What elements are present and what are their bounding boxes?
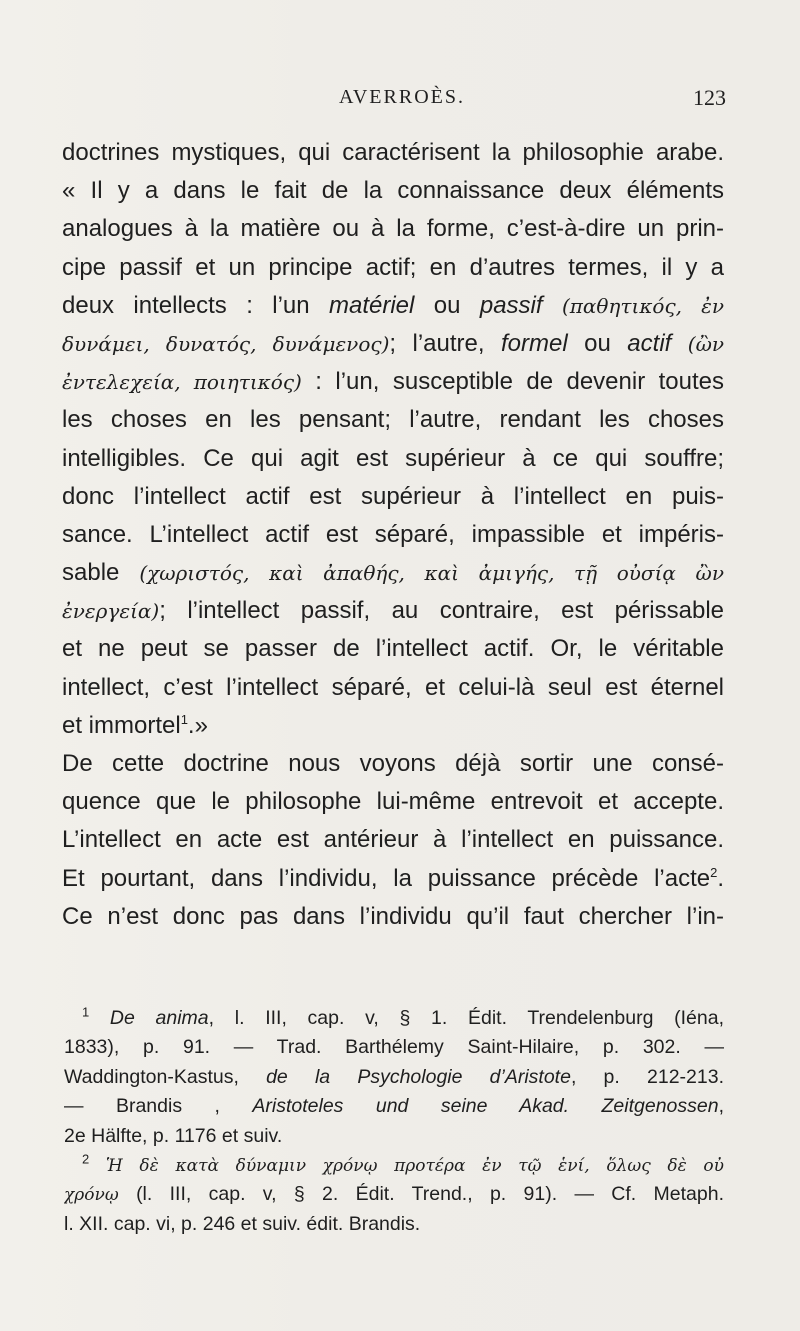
footnote-line: l. XII. cap. vi, p. 246 et suiv. édit. Brandis.: [64, 1212, 421, 1235]
text-line: intellect, c’est l’intellect séparé, et celui-là seul est éternel: [62, 673, 724, 701]
footnote-2: $^2$ Ἡ δὲ κατὰ δύναμιν χρόνῳ προτέρα ἐν τῷ ἑνί, ὅλως δὲ οὐ: [82, 1151, 724, 1176]
page-header: [78, 86, 726, 122]
footnote-ref: 1: [180, 711, 188, 727]
running-head: AVERROÈS.: [339, 86, 465, 108]
main-text: [62, 134, 724, 936]
text-line: sance. L’intellect actif est séparé, impassible et impéris-: [62, 520, 724, 548]
text-line: De cette doctrine nous voyons déjà sortir une consé-: [62, 750, 724, 777]
footnote-ref: 2: [710, 864, 718, 880]
text-line: ἐντελεχεία, ποιητικός) : l’un, susceptible de devenir toutes: [62, 368, 724, 396]
footnote-line: 1833), p. 91. — Trad. Barthélemy Saint-Hilaire, p. 302. —: [64, 1036, 724, 1059]
footnote-line: 2e Hälfte, p. 1176 et suiv.: [64, 1124, 283, 1147]
footnotes: [64, 1004, 724, 1239]
footnote-1: $^1$ De anima, l. III, cap. v, § 1. Édit. Trendelenburg (Iéna,: [82, 1004, 724, 1029]
text-line: intelligibles. Ce qui agit est supérieur à ce qui souffre;: [62, 444, 724, 472]
text-line: les choses en les pensant; l’autre, rendant les choses: [62, 406, 724, 434]
text-line: cipe passif et un principe actif; en d’autres termes, il y a: [62, 253, 724, 281]
text-line: Et pourtant, dans l’individu, la puissance précède l’acte$^2$.: [62, 864, 724, 892]
text-line: L’intellect en acte est antérieur à l’intellect en puissance.: [62, 826, 724, 854]
text-line: quence que le philosophe lui-même entrevoit et accepte.: [62, 788, 724, 816]
footnote-line: χρόνῳ (l. III, cap. v, § 2. Édit. Trend., p. 91). — Cf. Metaph.: [64, 1183, 724, 1206]
text-line: ἐνεργεία); l’intellect passif, au contraire, est périssable: [62, 597, 724, 625]
text-line: et immortel$^1$.»: [62, 711, 208, 739]
footnote-line: — Brandis , Aristoteles und seine Akad. Zeitgenossen,: [64, 1095, 724, 1118]
text-line: « Il y a dans le fait de la connaissance deux éléments: [62, 177, 724, 205]
text-line: et ne peut se passer de l’intellect actif. Or, le véritable: [62, 635, 724, 663]
text-line: Ce n’est donc pas dans l’individu qu’il faut chercher l’in-: [62, 902, 724, 930]
footnote-line: Waddington-Kastus, de la Psychologie d’Aristote, p. 212-213.: [64, 1065, 724, 1088]
text-line: δυνάμει, δυνατός, δυνάμενος); l’autre, formel ou actif (ὢν: [62, 329, 724, 357]
text-line: sable (χωριστός, καὶ ἀπαθής, καὶ ἀμιγής, τῇ οὐσίᾳ ὢν: [62, 559, 724, 587]
text-line: deux intellects : l’un matériel ou passif (παθητικός, ἐν: [62, 291, 724, 319]
text-line: donc l’intellect actif est supérieur à l’intellect en puis-: [62, 482, 724, 510]
page-number: 123: [693, 85, 726, 110]
text-line: analogues à la matière ou à la forme, c’est-à-dire un prin-: [62, 215, 724, 243]
text-line: doctrines mystiques, qui caractérisent la philosophie arabe.: [62, 139, 724, 166]
